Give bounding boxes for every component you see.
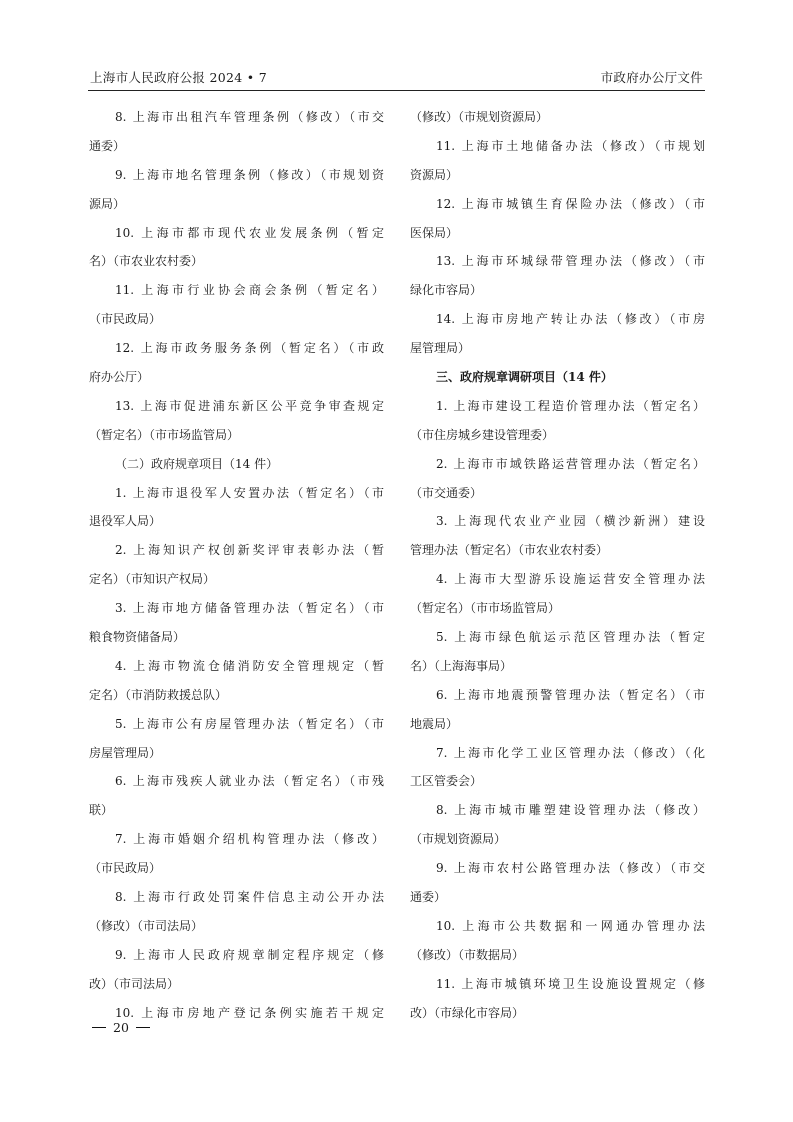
text-line: 9. 上海市人民政府规章制定程序规定（修 — [115, 947, 384, 962]
text-line: （修改）（市司法局） — [89, 918, 204, 933]
text-line: 6. 上海市残疾人就业办法（暂定名）（市残 — [115, 774, 384, 789]
text-line: 通委） — [410, 890, 447, 905]
text-line: 改）（市司法局） — [89, 976, 180, 991]
text-line: 绿化市容局） — [410, 283, 483, 298]
text-line: 12. 上海市城镇生育保险办法（修改）（市 — [436, 196, 705, 211]
text-line: 1. 上海市建设工程造价管理办法（暂定名） — [436, 398, 705, 413]
text-line: 10. 上海市都市现代农业发展条例（暂定 — [115, 225, 384, 240]
text-line: 13. 上海市环城绿带管理办法（修改）（市 — [436, 254, 705, 269]
text-line: 14. 上海市房地产转让办法（修改）（市房 — [436, 312, 705, 327]
journal-title: 上海市人民政府公报 2024 • 7 — [90, 70, 267, 85]
text-line: （市住房城乡建设管理委） — [410, 427, 555, 442]
text-line: 地震局） — [410, 716, 459, 731]
text-line: 11. 上海市土地储备办法（修改）（市规划 — [436, 138, 705, 153]
text-line: 三、政府规章调研项目（14 件） — [436, 370, 613, 385]
text-line: 4. 上海市大型游乐设施运营安全管理办法 — [436, 572, 705, 587]
text-line: 9. 上海市地名管理条例（修改）（市规划资 — [115, 167, 384, 182]
text-line: 通委） — [89, 138, 126, 153]
text-line: 屋管理局） — [410, 341, 471, 356]
text-line: （修改）（市数据局） — [410, 947, 525, 962]
text-line: 8. 上海市城市雕塑建设管理办法（修改） — [436, 803, 705, 818]
section-title: 市政府办公厅文件 — [600, 70, 703, 85]
text-line: （暂定名）（市市场监管局） — [89, 427, 240, 442]
right-column — [410, 103, 705, 1028]
text-line: （修改）（市规划资源局） — [410, 110, 549, 124]
text-line: 粮食物资储备局） — [89, 630, 186, 645]
text-line: 名）（市农业农村委） — [89, 254, 204, 269]
text-line: 3. 上海现代农业产业园（横沙新洲）建设 — [436, 514, 705, 529]
text-line: 1. 上海市退役军人安置办法（暂定名）（市 — [115, 485, 384, 500]
text-line: 府办公厅） — [89, 370, 150, 385]
text-line: 定名）（市知识产权局） — [89, 572, 216, 587]
text-line: 7. 上海市化学工业区管理办法（修改）（化 — [436, 745, 705, 760]
text-line: 11. 上海市城镇环境卫生设施设置规定（修 — [436, 976, 705, 991]
text-line: 退役军人局） — [89, 514, 162, 529]
text-line: 10. 上海市房地产登记条例实施若干规定 — [115, 1005, 384, 1020]
dash-left — [92, 1027, 106, 1028]
text-line: 4. 上海市物流仓储消防安全管理规定（暂 — [115, 658, 384, 673]
text-line: 7. 上海市婚姻介绍机构管理办法（修改） — [115, 832, 384, 847]
text-line: 资源局） — [410, 167, 459, 182]
page-number-footer — [92, 1020, 157, 1035]
text-line: （市民政局） — [89, 312, 162, 327]
text-line: 10. 上海市公共数据和一网通办管理办法 — [436, 918, 705, 933]
text-line: 房屋管理局） — [89, 745, 162, 760]
text-line: 2. 上海知识产权创新奖评审表彰办法（暂 — [115, 543, 384, 558]
page-number: 20 — [113, 1020, 129, 1035]
text-line: 8. 上海市出租汽车管理条例（修改）（市交 — [115, 110, 384, 124]
text-line: 管理办法（暂定名）（市农业农村委） — [410, 543, 609, 558]
text-line: 3. 上海市地方储备管理办法（暂定名）（市 — [115, 601, 384, 616]
text-line: （市民政局） — [89, 861, 162, 876]
left-column — [89, 103, 384, 1028]
text-line: 9. 上海市农村公路管理办法（修改）（市交 — [436, 861, 705, 876]
text-line: 名）（上海海事局） — [410, 658, 513, 673]
text-line: 工区管委会） — [410, 774, 483, 789]
text-line: 医保局） — [410, 225, 459, 240]
running-header — [88, 66, 705, 88]
header-rule — [88, 90, 705, 91]
text-line: （市规划资源局） — [410, 832, 507, 847]
dash-right — [136, 1027, 150, 1028]
text-line: 改）（市绿化市容局） — [410, 1005, 525, 1020]
text-line: 定名）（市消防救援总队） — [89, 687, 228, 702]
text-line: 12. 上海市政务服务条例（暂定名）（市政 — [115, 341, 384, 356]
text-line: 源局） — [89, 196, 126, 211]
text-line: （市交通委） — [410, 485, 483, 500]
text-line: 8. 上海市行政处罚案件信息主动公开办法 — [115, 890, 384, 905]
text-line: （暂定名）（市市场监管局） — [410, 601, 561, 616]
text-line: （二）政府规章项目（14 件） — [115, 456, 279, 471]
text-line: 6. 上海市地震预警管理办法（暂定名）（市 — [436, 687, 705, 702]
text-line: 2. 上海市市域铁路运营管理办法（暂定名） — [436, 456, 705, 471]
text-line: 5. 上海市绿色航运示范区管理办法（暂定 — [436, 630, 705, 645]
text-line: 11. 上海市行业协会商会条例（暂定名） — [115, 283, 384, 298]
text-line: 联） — [89, 803, 114, 818]
text-line: 13. 上海市促进浦东新区公平竞争审查规定 — [115, 398, 384, 413]
text-line: 5. 上海市公有房屋管理办法（暂定名）（市 — [115, 716, 384, 731]
